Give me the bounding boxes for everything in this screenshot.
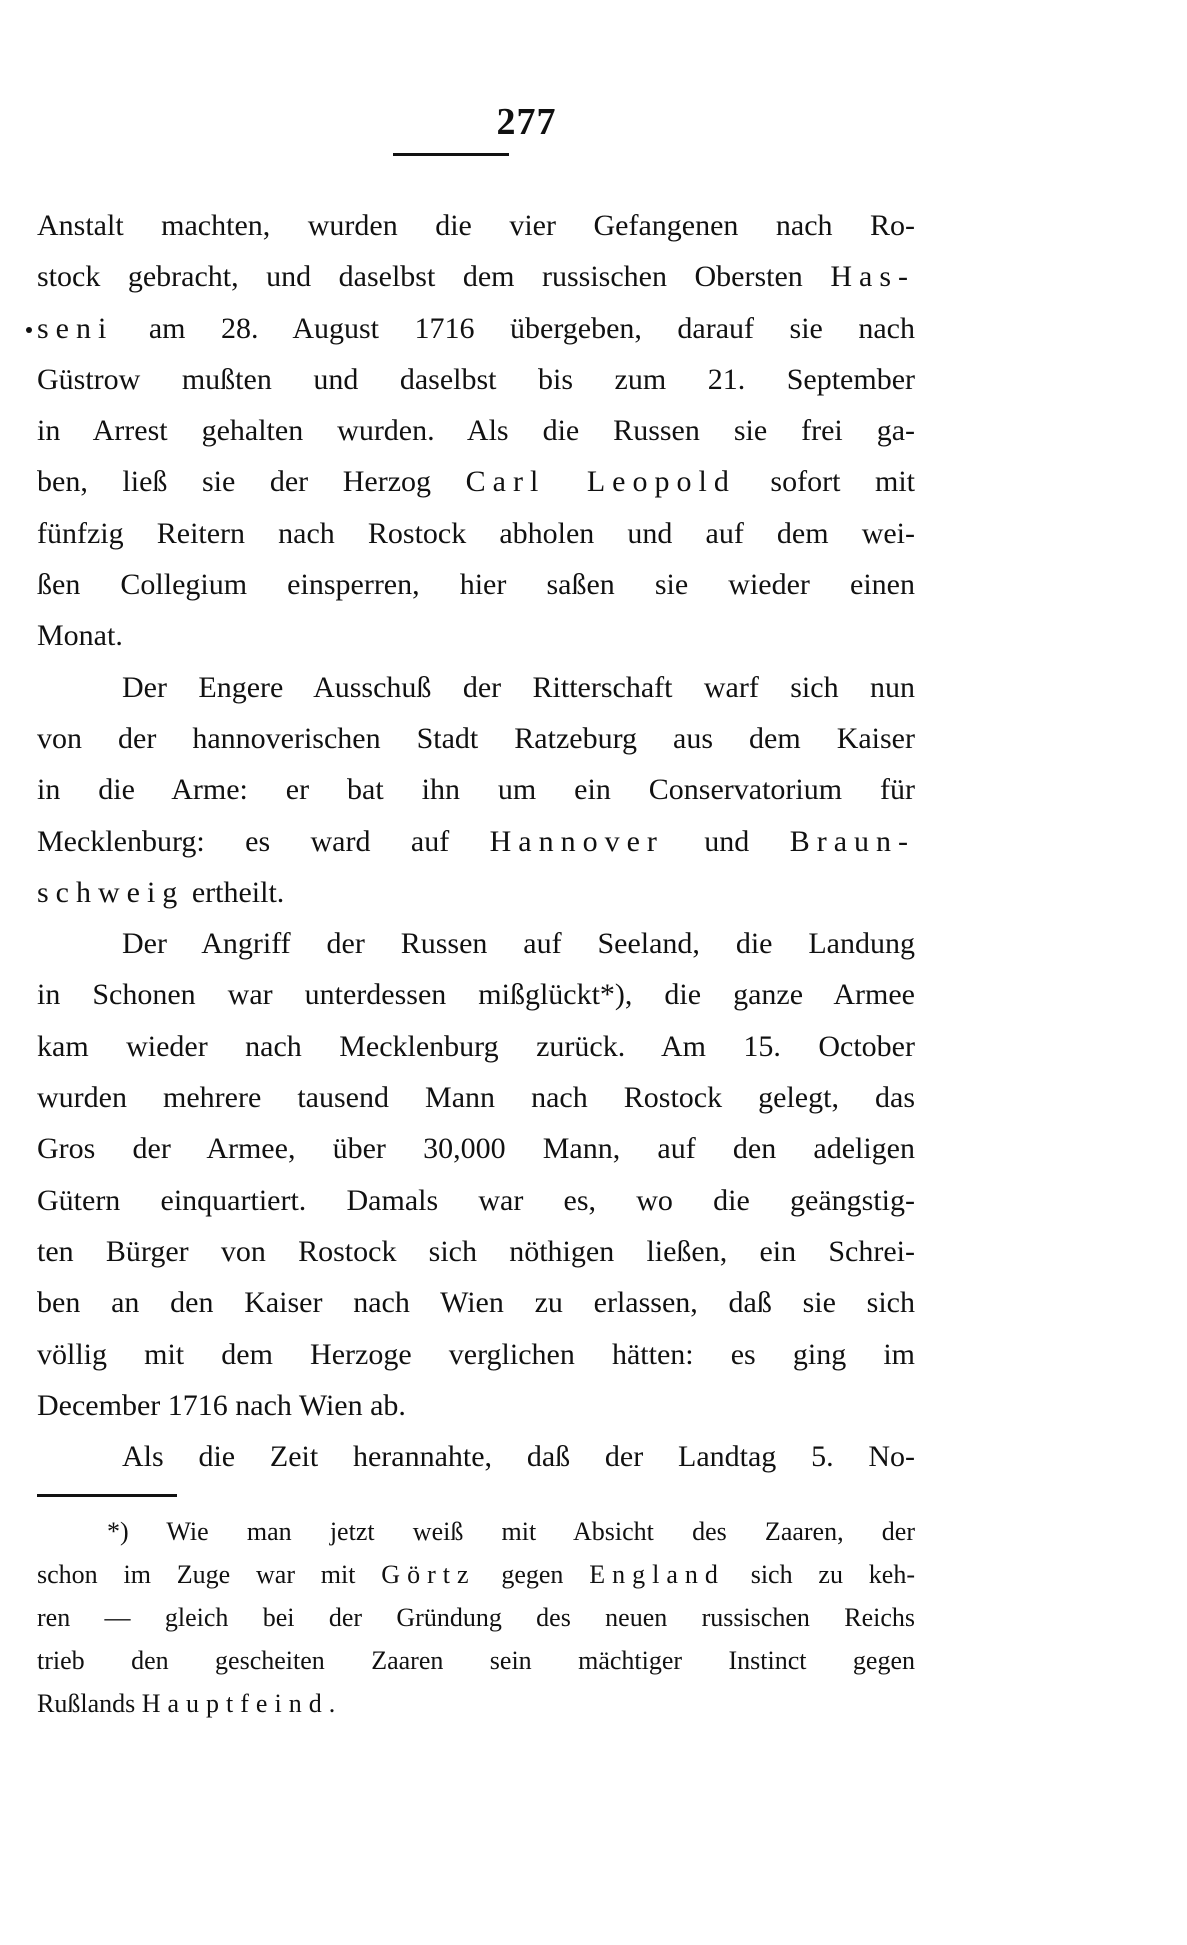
text-line	[37, 1123, 915, 1174]
spaced-emphasis: Hannover	[489, 824, 664, 858]
text-segment: schon im Zuge war mit	[37, 1560, 382, 1589]
text-segment: December 1716 nach Wien ab.	[37, 1388, 406, 1422]
text-line	[37, 969, 915, 1020]
text-line	[37, 816, 915, 867]
text-segment: trieb den gescheiten Zaaren sein mächtiger Instinct gegen	[37, 1646, 915, 1675]
text-segment: kam wieder nach Mecklenburg zurück. Am 15. October	[37, 1029, 915, 1063]
text-segment: in die Arme: er bat ihn um ein Conservatorium für	[37, 773, 915, 807]
footnote-line	[37, 1682, 915, 1725]
spaced-emphasis: England	[589, 1560, 725, 1589]
page-number	[0, 100, 1187, 144]
text-line	[37, 1329, 915, 1380]
text-line	[37, 1021, 915, 1072]
text-segment: in Schonen war unterdessen mißglückt*), die ganze Armee	[37, 978, 915, 1012]
text-line	[37, 354, 915, 405]
footnote-rule	[37, 1494, 177, 1497]
spaced-emphasis: Carl Leopold	[465, 465, 736, 499]
text-segment: sich zu keh-	[724, 1560, 915, 1589]
text-line	[37, 1431, 915, 1482]
text-segment: von der hannoverischen Stadt Ratzeburg aus dem Kaiser	[37, 721, 915, 755]
text-segment: Gütern einquartiert. Damals war es, wo die geängstig-	[37, 1183, 915, 1217]
text-segment: Güstrow mußten und daselbst bis zum 21. September	[37, 362, 915, 396]
text-segment: stock gebracht, und daselbst dem russischen Obersten	[37, 260, 831, 294]
text-line	[37, 1072, 915, 1123]
footnote-line	[37, 1510, 915, 1553]
footnote-line	[37, 1596, 915, 1639]
text-line	[37, 508, 915, 559]
text-segment: völlig mit dem Herzoge verglichen hätten: es ging im	[37, 1337, 915, 1371]
footnote	[37, 1510, 915, 1725]
text-segment: *) Wie man jetzt weiß mit Absicht des Zaaren, der	[107, 1517, 915, 1546]
spaced-emphasis: Has-	[830, 260, 915, 294]
footnote-line	[37, 1639, 915, 1682]
text-line	[37, 764, 915, 815]
text-segment: Als die Zeit herannahte, daß der Landtag 5. No-	[122, 1440, 915, 1474]
text-segment: am 28. August 1716 übergeben, darauf sie nach	[113, 311, 915, 345]
text-segment: fünfzig Reitern nach Rostock abholen und auf dem wei-	[37, 516, 915, 550]
page-number-text: 277	[496, 101, 557, 143]
text-segment: ben an den Kaiser nach Wien zu erlassen, daß sie sich	[37, 1286, 915, 1320]
text-line	[37, 303, 915, 354]
text-segment: ertheilt.	[184, 875, 285, 909]
text-segment: sofort mit	[735, 465, 915, 499]
text-line	[37, 1380, 915, 1431]
text-segment: Mecklenburg: es ward auf	[37, 824, 490, 858]
text-line	[37, 251, 915, 302]
spaced-emphasis: Braun-	[789, 824, 915, 858]
text-line	[37, 559, 915, 610]
text-segment: Der Angriff der Russen auf Seeland, die Landung	[122, 927, 915, 961]
text-line	[37, 610, 915, 661]
spaced-emphasis: schweig	[37, 875, 185, 909]
body-text	[37, 200, 915, 1482]
text-line	[37, 918, 915, 969]
text-line	[37, 200, 915, 251]
footnote-line	[37, 1553, 915, 1596]
text-line	[37, 456, 915, 507]
spaced-emphasis: Hauptfeind.	[141, 1689, 343, 1718]
text-segment: wurden mehrere tausend Mann nach Rostock gelegt, das	[37, 1081, 915, 1115]
text-segment: Anstalt machten, wurden die vier Gefangenen nach Ro-	[37, 209, 915, 242]
spaced-emphasis: Görtz	[381, 1560, 476, 1589]
text-segment: Der Engere Ausschuß der Ritterschaft warf sich nun	[122, 670, 915, 704]
text-segment: Rußlands	[37, 1689, 142, 1718]
text-segment: ten Bürger von Rostock sich nöthigen ließen, ein Schrei-	[37, 1234, 915, 1268]
text-line	[37, 867, 915, 918]
text-line	[37, 405, 915, 456]
text-line	[37, 1175, 915, 1226]
spaced-emphasis: seni	[37, 311, 114, 345]
text-line	[37, 662, 915, 713]
text-segment: Monat.	[37, 619, 123, 653]
text-segment: in Arrest gehalten wurden. Als die Russen sie frei ga-	[37, 414, 915, 448]
text-segment: gegen	[475, 1560, 590, 1589]
text-segment: Gros der Armee, über 30,000 Mann, auf den adeligen	[37, 1132, 915, 1166]
margin-mark	[26, 327, 32, 333]
text-segment: ben, ließ sie der Herzog	[37, 465, 466, 499]
text-segment: ßen Collegium einsperren, hier saßen sie wieder einen	[37, 568, 915, 602]
text-segment: ren — gleich bei der Gründung des neuen russischen Reichs	[37, 1603, 915, 1632]
text-segment: und	[663, 824, 790, 858]
text-line	[37, 1226, 915, 1277]
header-rule	[393, 153, 509, 156]
text-line	[37, 1277, 915, 1328]
text-line	[37, 713, 915, 764]
